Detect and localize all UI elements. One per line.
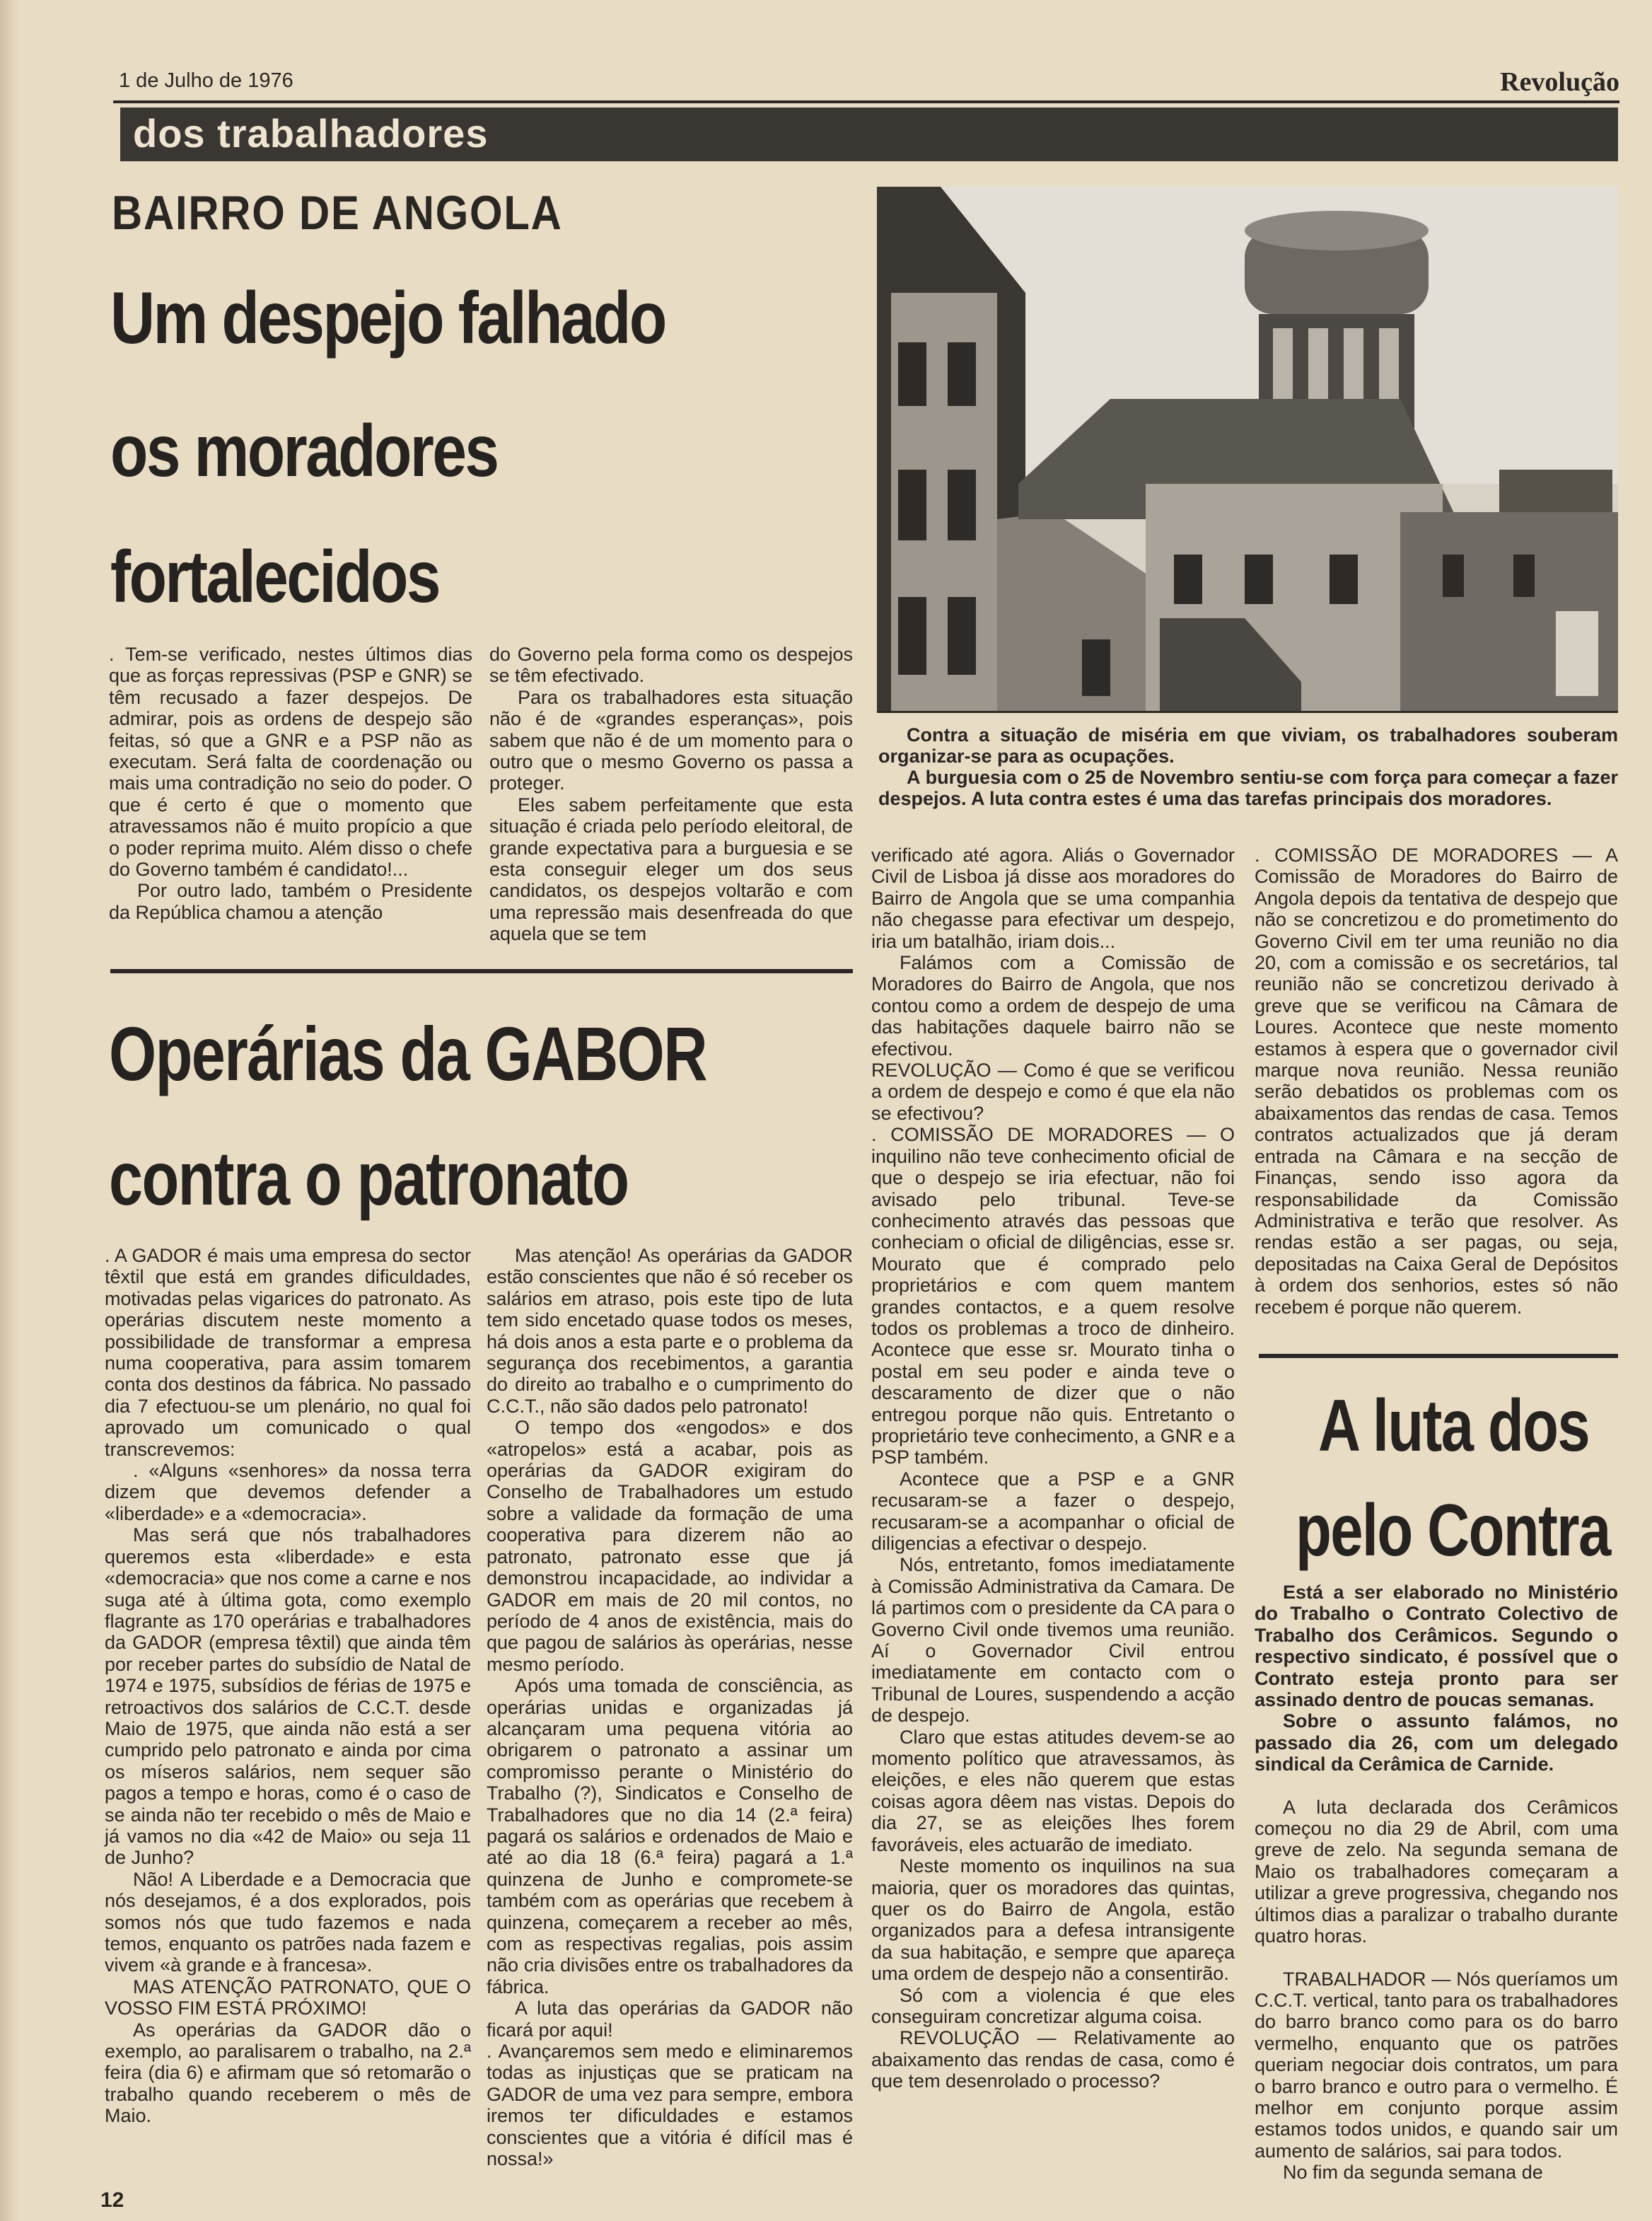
newspaper-masthead: Revolução xyxy=(1500,67,1619,97)
paragraph: Só com a violencia é que eles conseguiram concretizar alguma coisa. xyxy=(871,1984,1235,2027)
paragraph: Por outro lado, também o Presidente da República chamou a atenção xyxy=(109,880,472,923)
article3-headline-line2: pelo Contra xyxy=(1296,1490,1610,1572)
page-fold-shadow xyxy=(0,0,18,2221)
paragraph: No fim da segunda semana de xyxy=(1283,2162,1543,2184)
article3-headline-line1: A luta dos xyxy=(1318,1385,1590,1467)
paragraph: Neste momento os inquilinos na sua maioria, quer os moradores das quintas, quer os do Bairro de Angola, estão organizados para a defesa intransigente da sua habitação, e sempre que apareça uma ordem de despejo não a consentirão. xyxy=(871,1855,1235,1985)
article1-headline-line1: Um despejo falhado xyxy=(110,277,665,359)
article-divider xyxy=(110,969,853,973)
paragraph: Nós, entretanto, fomos imediatamente à Comissão Administrativa da Camara. De lá partimos com o presidente da CA para o Governo Civil onde tivemos uma reunião. Aí o Governador Civil entrou imediatamente em contacto com o Tribunal de Loures, suspendendo a acção de despejo. xyxy=(871,1554,1235,1727)
photo-illustration xyxy=(877,187,1618,713)
lead-paragraph: Sobre o assunto falámos, no passado dia 26, com um delegado sindical da Cerâmica de Carnide. xyxy=(1255,1710,1618,1775)
paragraph: Mas será que nós trabalhadores queremos esta «liberdade» e esta «democracia» que nos come a carne e nos suga até à última gota, como exemplo flagrante as 170 operárias e trabalhadores da GADOR (empresa têxtil) que ainda têm por receber partes do subsídio de Natal de 1974 e 1975, subsídios de férias de 1975 e retroactivos dos salários de C.C.T. desde Maio de 1975, que ainda não está a ser cumprido pelo patronato e ainda por cima os míseros salários, nem sequer são pagos a tempo e horas, como é o caso de se ainda não ter recebido o mês de Maio e já vamos no dia «42 de Maio» ou seja 11 de Junho? xyxy=(105,1524,471,1869)
paragraph: . «Alguns «senhores» da nossa terra dizem que devemos defender a «liberdade» e a «democracia». xyxy=(105,1460,471,1524)
paragraph: Claro que estas atitudes devem-se ao momento político que atravessamos, às eleições, e eles não querem que estas coisas agora dêem nas vistas. Depois do dia 27, se as eleições lhes forem favoráveis, eles actuarão de imediato. xyxy=(871,1726,1235,1855)
article1-column-4 xyxy=(1255,845,1618,1318)
paragraph: Eles sabem perfeitamente que esta situação é criada pelo período eleitoral, de grande expectativa para a burguesia e se esta conseguir eleger um dos seus candidatos, os despejos voltarão e com uma repressão mais desenfreada do que aquela que se tem xyxy=(489,794,853,945)
article2-headline-line1: Operárias da GABOR xyxy=(109,1011,707,1096)
paragraph: Mas atenção! As operárias da GADOR estão conscientes que não é só receber os salários em atraso, pois este tipo de luta tem sido encetado quase todos os meses, há dois anos a esta parte e o problema da segurança dos recebimentos, a garantia do direito ao trabalho e o cumprimento do C.C.T., não são dados pelo patronato! xyxy=(487,1245,853,1417)
section-title: dos trabalhadores xyxy=(133,111,489,156)
article1-kicker: BAIRRO DE ANGOLA xyxy=(112,186,563,240)
paragraph: do Governo pela forma como os despejos se têm efectivado. xyxy=(489,644,853,687)
paragraph: . Tem-se verificado, nestes últimos dias que as forças repressivas (PSP e GNR) se têm recusado a fazer despejos. De admirar, pois as ordens de despejo são feitas, só que a GNR e a PSP não as executam. Será falta de coordenação ou mais uma contradição no seio do poder. O que é certo é que o momento que atravessamos não é muito propício a que o poder reprima muito. Além disso o chefe do Governo também é candidato!... xyxy=(109,644,472,881)
paragraph: . A GADOR é mais uma empresa do sector têxtil que está em grandes dificuldades, motivadas pelas vigarices do patronato. As operárias discutem neste momento a possibilidade de transformar a empresa numa cooperativa, para assim tomarem conta dos destinos da fábrica. No passado dia 7 efectuou-se um plenário, no qual foi aprovado um comunicado o qual transcrevemos: xyxy=(105,1245,471,1460)
paragraph: . COMISSÃO DE MORADORES — O inquilino não teve conhecimento oficial de que o despejo se iria efectuar, não foi avisado pelo tribunal. Teve-se conhecimento através das pessoas que conheciam o oficial de diligências, esse sr. Mourato que é comprado pelo proprietários e com quem mantem grandes contactos, e a quem resolve todos os problemas a troco de dinheiro. Acontece que esse sr. Mourato tinha o postal em seu poder e ainda teve o descaramento de dizer que o não entregou porque não quis. Entretanto o proprietário teve conhecimento, a GNR e a PSP também. xyxy=(871,1124,1235,1468)
paragraph: MAS ATENÇÃO PATRONATO, QUE O VOSSO FIM ESTÁ PRÓXIMO! xyxy=(105,1976,471,2019)
paragraph: verificado até agora. Aliás o Governador Civil de Lisboa já disse aos moradores do Bairro de Angola que se uma companhia não chegasse para efectivar um despejo, iria um batalhão, iriam dois... xyxy=(871,845,1235,952)
article2-column-2 xyxy=(487,1245,853,2169)
photo-caption xyxy=(878,724,1618,809)
section-banner xyxy=(120,108,1618,161)
article3-column xyxy=(1255,1582,1618,2184)
article1-column-1 xyxy=(109,644,472,923)
paragraph: Acontece que a PSP e a GNR recusaram-se a fazer o despejo, recusaram-se a acompanhar o oficial de diligencias a efectivar o despejo. xyxy=(871,1468,1235,1554)
lead-paragraph: Está a ser elaborado no Ministério do Trabalho o Contrato Colectivo de Trabalho dos Cerâmicos. Segundo o respectivo sindicato, é possível que o Contrato esteja pronto para ser assinado dentro de poucas semanas. xyxy=(1255,1582,1618,1711)
paragraph: Para os trabalhadores esta situação não é de «grandes esperanças», pois sabem que não é de um momento para o outro que o mesmo Governo os passa a proteger. xyxy=(489,686,853,794)
paragraph: REVOLUÇÃO — Como é que se verificou a ordem de despejo e como é que ela não se efectivou? xyxy=(871,1060,1235,1124)
paragraph: Não! A Liberdade e a Democracia que nós desejamos, é a dos explorados, pois somos nós que tudo fazemos e nada temos, enquanto os patrões nada fazem e vivem «à grande e à francesa». xyxy=(105,1868,471,1976)
article2-headline-line2: contra o patronato xyxy=(109,1135,629,1221)
paragraph: . Avançaremos sem medo e eliminaremos todas as injustiças que se praticam na GADOR de uma vez para sempre, embora iremos ter dificuldades e estamos conscientes que a vitória é difícil mas é nossa!» xyxy=(487,2041,853,2170)
paragraph: Após uma tomada de consciência, as operárias unidas e organizadas já alcançaram uma pequena vitória ao obrigarem o patronato a assinar um compromisso perante o Ministério do Trabalho (?), Sindicatos e Conselho de Trabalhadores que no dia 14 (2.ª feira) pagará os salários e ordenados de Maio e até ao dia 18 (6.ª feira) pagará a 1.ª quinzena de Junho e compromete-se também com as operárias que recebem à quinzena, começarem a receber ao mês, com as respectivas regalias, pois assim não cria divisões entre os trabalhadores da fábrica. xyxy=(487,1675,853,1997)
paragraph: REVOLUÇÃO — Relativamente ao abaixamento das rendas de casa, como é que tem desenrolado o processo? xyxy=(871,2027,1235,2092)
article1-headline-line2: os moradores xyxy=(110,410,498,492)
issue-date: 1 de Julho de 1976 xyxy=(119,69,293,92)
paragraph: O tempo dos «engodos» e dos «atropelos» está a acabar, pois as operárias da GADOR exigiram do Conselho de Trabalhadores um estudo sobre a validade da formação de uma cooperativa para dizerem não ao patronato, patronato esse que já demonstrou incapacidade, ao individar a GADOR em mais de 20 mil contos, no período de 4 anos de existência, mais do que pagou de salários às operárias, nesse mesmo período. xyxy=(487,1417,853,1675)
article2-column-1 xyxy=(105,1245,471,2127)
paragraph: Falámos com a Comissão de Moradores do Bairro de Angola, que nos contou como a ordem de despejo de uma das habitações daquele bairro não se efectivou. xyxy=(871,952,1235,1060)
photo-bairro-de-angola xyxy=(877,187,1618,713)
article1-column-2 xyxy=(489,644,853,945)
paragraph: . COMISSÃO DE MORADORES — A Comissão de Moradores do Bairro de Angola depois da tentativa de despejo que não se concretizou e do prometimento do Governo Civil em ter uma reunião no dia 20, com a comissão e os secretários, tal reunião não se concretizou derivado à greve que se verificou na Câmara de Loures. Acontece que neste momento estamos à espera que o governador civil marque nova reunião. Nessa reunião serão debatidos os problemas com os abaixamentos das rendas de casa. Temos contratos actualizados que já deram entrada na Câmara e na secção de Finanças, sendo isso agora da responsabilidade da Comissão Administrativa e terão que resolver. As rendas estão a ser pagas, ou seja, depositadas na Caixa Geral de Depósitos à ordem dos senhorios, estes só não recebem é porque não querem. xyxy=(1255,845,1618,1318)
paragraph: TRABALHADOR — Nós queríamos um C.C.T. vertical, tanto para os trabalhadores do barro branco como para os do barro vermelho, enquanto que os patrões queriam negociar dois contratos, um para o barro branco e outro para o vermelho. É melhor em conjunto porque assim estamos todos unidos, e quando sair um aumento de salários, sai para todos. xyxy=(1255,1968,1618,2162)
caption-paragraph: A burguesia com o 25 de Novembro sentiu-se com força para começar a fazer despejos. A luta contra estes é uma das tarefas principais dos moradores. xyxy=(878,767,1618,809)
paragraph: A luta das operárias da GADOR não ficará por aqui! xyxy=(487,1997,853,2041)
header-rule xyxy=(113,100,1619,103)
caption-paragraph: Contra a situação de miséria em que viviam, os trabalhadores souberam organizar-se para as ocupações. xyxy=(878,724,1618,767)
paragraph: A luta declarada dos Cerâmicos começou no dia 29 de Abril, com uma greve de zelo. Na segunda semana de Maio os trabalhadores começaram a utilizar a greve progressiva, chegando nos últimos dias a paralizar o trabalho durante quatro horas. xyxy=(1255,1796,1618,1947)
page-number: 12 xyxy=(100,2188,124,2212)
article-divider xyxy=(1259,1354,1618,1358)
article1-column-3 xyxy=(871,845,1235,2092)
article1-headline-line3: fortalecidos xyxy=(110,536,439,618)
paragraph: As operárias da GADOR dão o exemplo, ao paralisarem o trabalho, na 2.ª feira (dia 6) e afirmam que só retomarão o trabalho quando receberem o mês de Maio. xyxy=(105,2019,471,2127)
